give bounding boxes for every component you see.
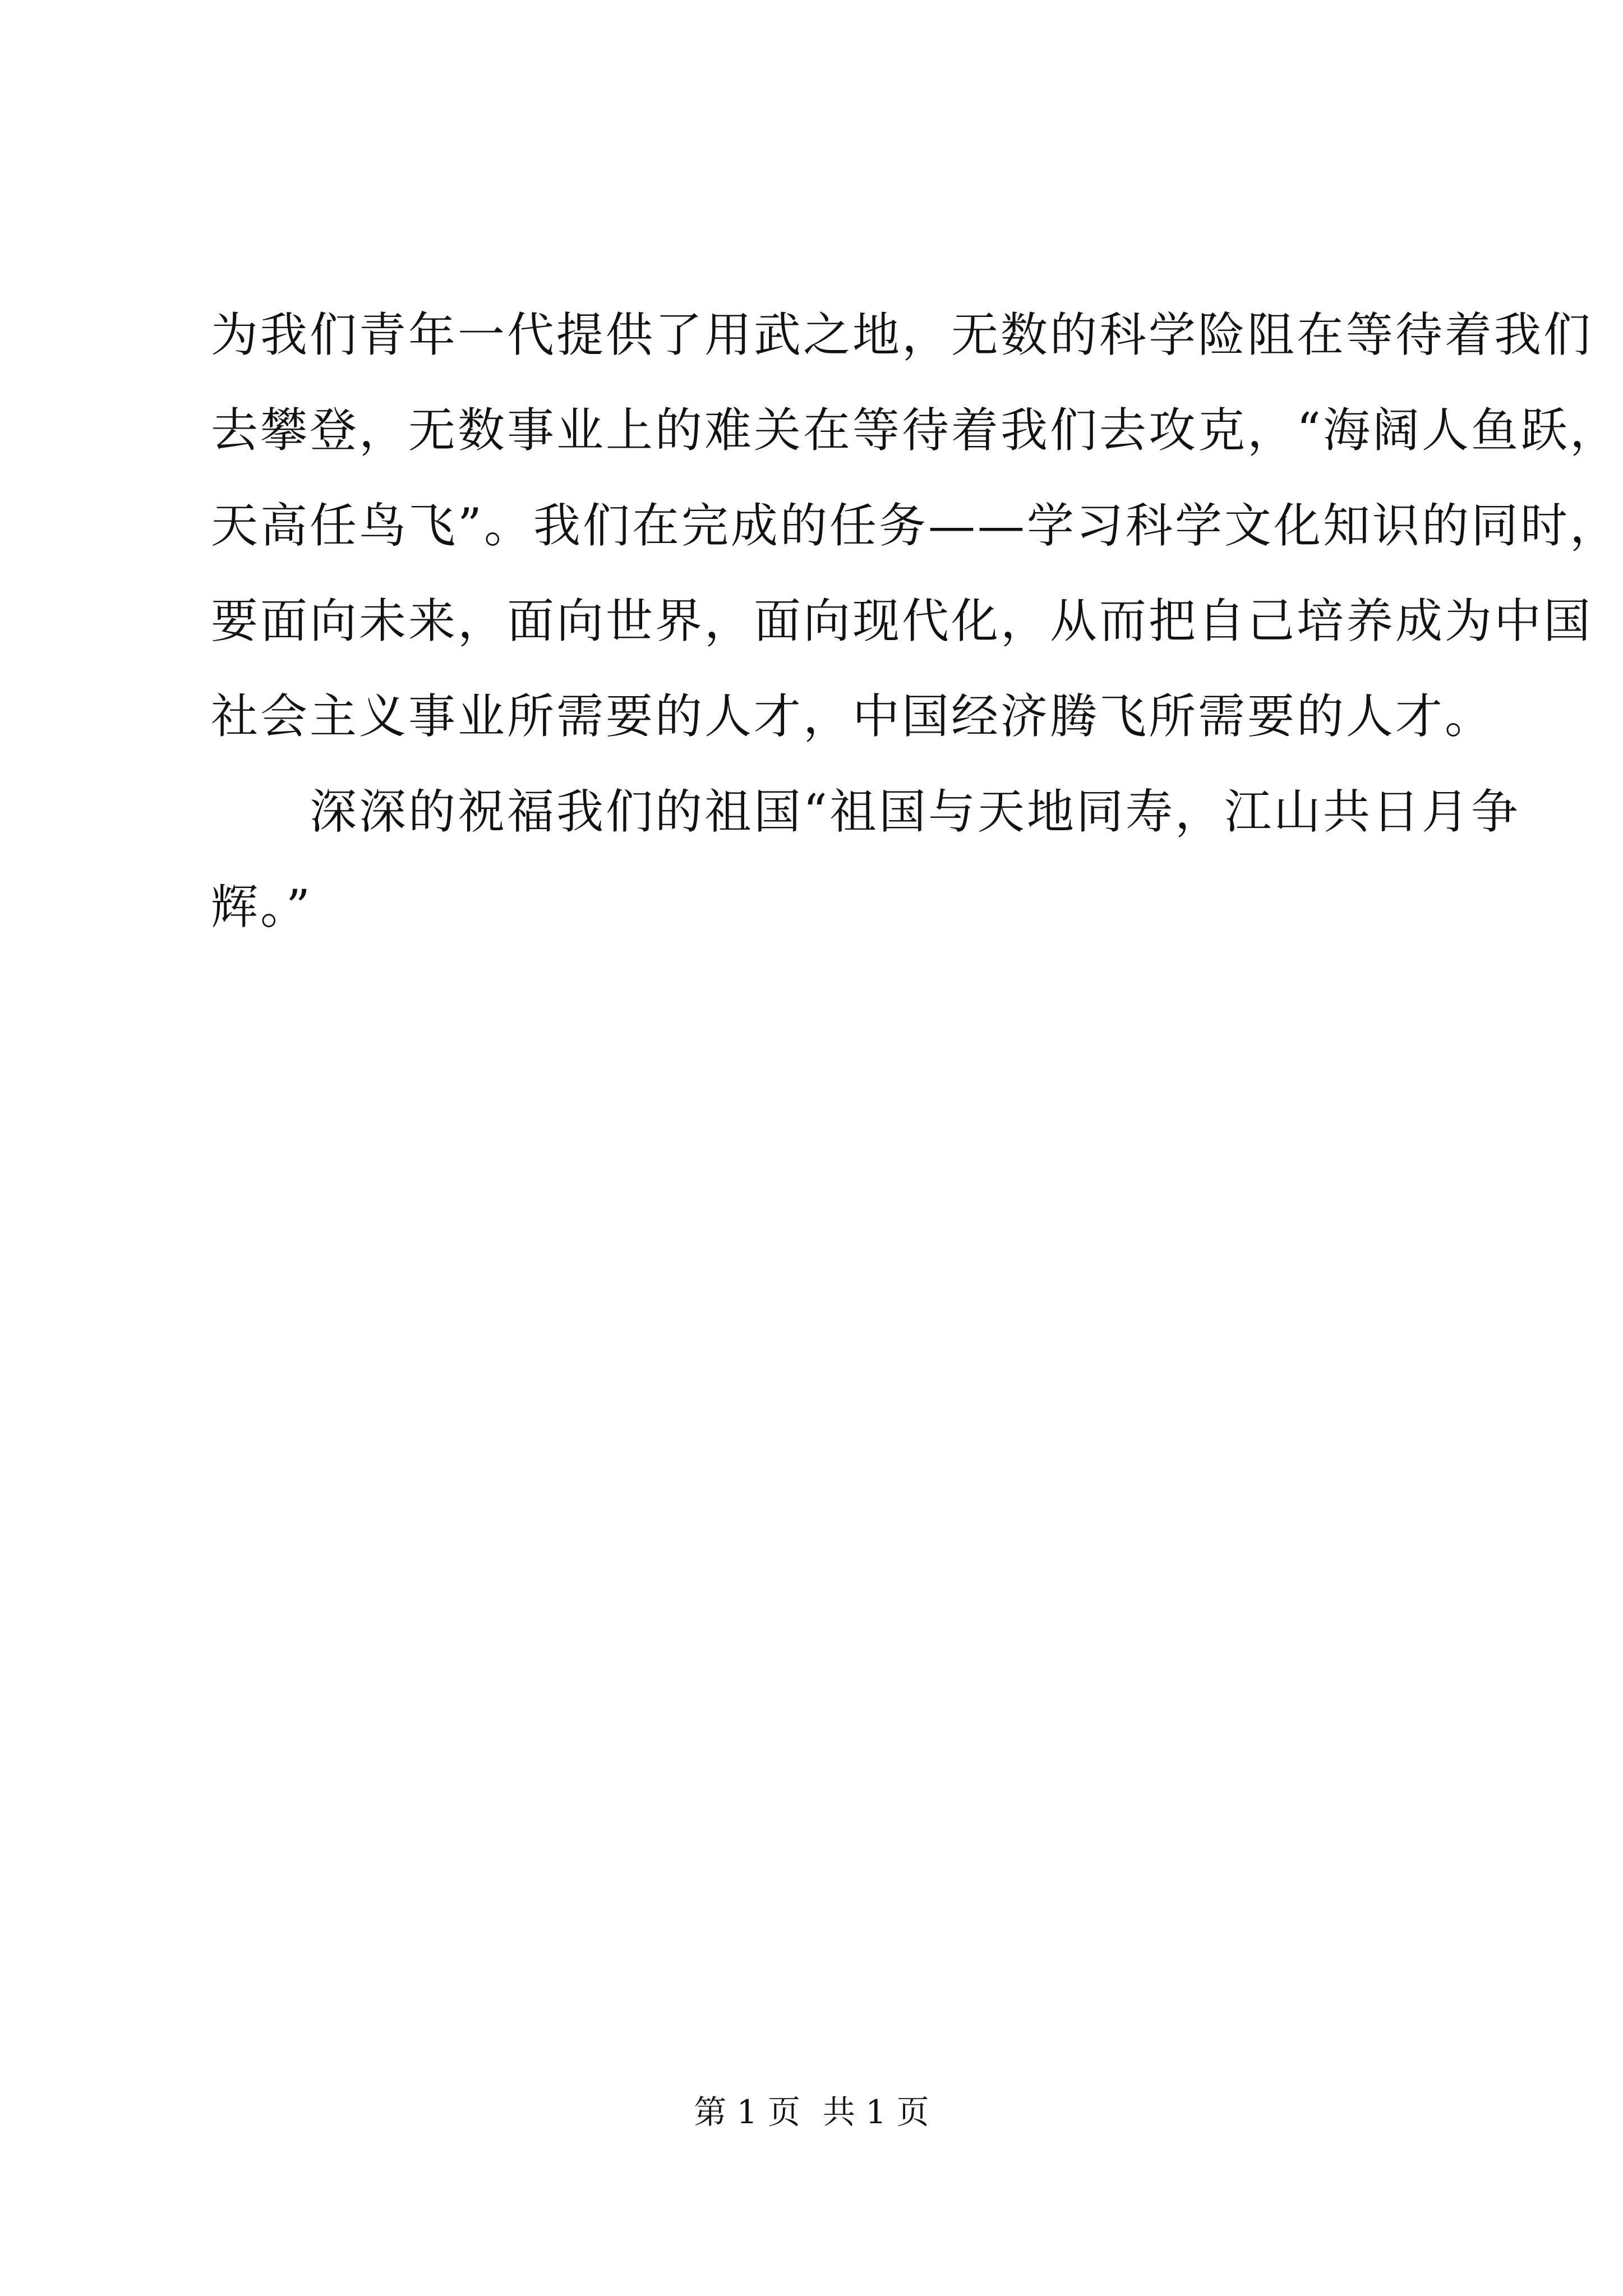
text-line: 社会主义事业所需要的人才，中国经济腾飞所需要的人才。 (211, 689, 1495, 744)
text-line: 为我们青年一代提供了用武之地，无数的科学险阻在等待着我们 (211, 307, 1593, 362)
text-line: 深深的祝福我们的祖国“祖国与天地同寿，江山共日月争 (310, 784, 1520, 839)
paragraph-2 (211, 764, 1520, 955)
page-number-label: 第 1 页 (694, 2093, 800, 2131)
paragraph-1 (211, 287, 1619, 764)
text-line: 辉。” (211, 880, 312, 935)
text-line: 要面向未来，面向世界，面向现代化，从而把自己培养成为中国 (211, 593, 1593, 648)
text-line: 天高任鸟飞”。我们在完成的任务——学习科学文化知识的同时， (211, 498, 1619, 553)
page-footer (0, 2090, 1623, 2134)
page-total-label: 共 1 页 (823, 2093, 929, 2131)
text-line: 去攀登，无数事业上的难关在等待着我们去攻克，“海阔人鱼跃， (211, 403, 1619, 458)
document-body (211, 287, 1619, 955)
